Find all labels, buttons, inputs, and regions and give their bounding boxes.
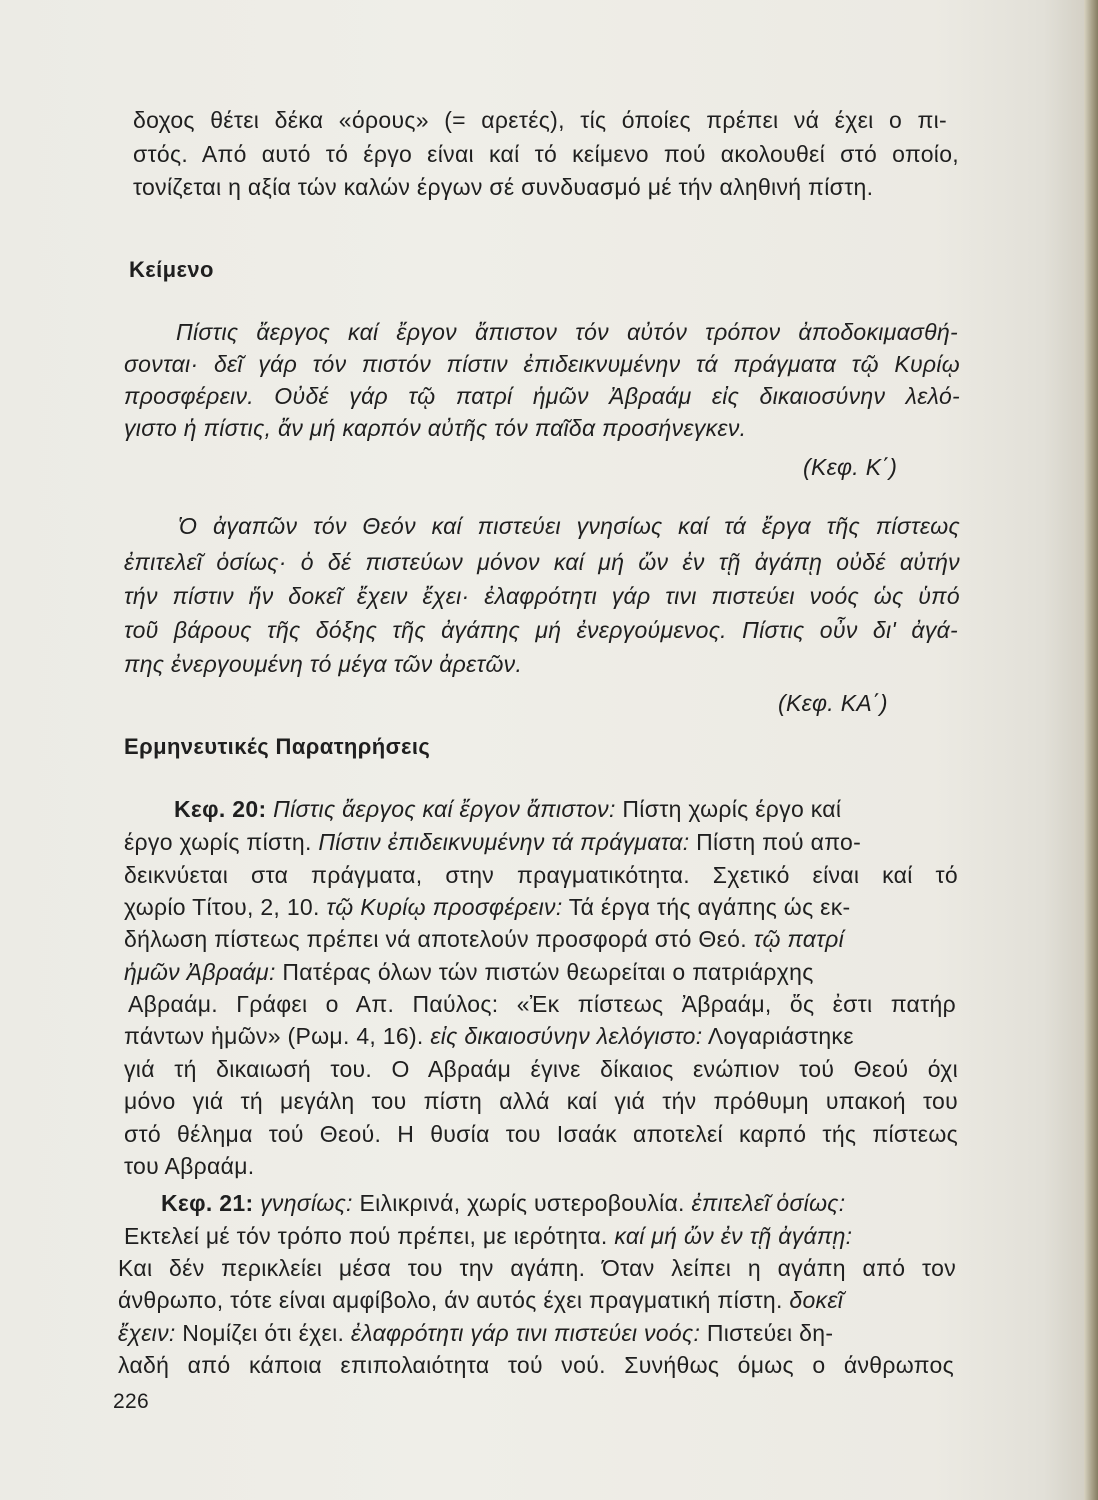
page-number: 226 [113,1390,149,1413]
ch20-label: Κεφ. 20: [174,796,267,822]
ch20-line-7: Αβραάμ. Γράφει ο Απ. Παύλος: «Ἐκ πίστεως Ἀβραάμ, ὅς ἐστι πατήρ [128,991,956,1017]
quote1-line-4: γιστο ἡ πίστις, ἄν μή καρπόν αὐτῆς τόν παῖδα προσήνεγκεν. [124,415,747,441]
ch20-line-3: δεικνύεται στα πράγματα, στην πραγματικότητα. Σχετικό είναι καί τό [124,862,958,888]
notes-heading: Ερμηνευτικές Παρατηρήσεις [124,734,431,759]
text-heading: Κείμενο [129,257,214,282]
ch20-line-10: μόνο γιά τή μεγάλη του πίστη αλλά καί γιά τήν πρόθυμη υπακοή του [124,1088,958,1114]
quote1-line-2: σονται· δεῖ γάρ τόν πιστόν πίστιν ἐπιδεικνυμένην τά πράγματα τῷ Κυρίῳ [124,351,960,377]
ch20-line-9: γιά τή δικαιωσή του. Ο Αβραάμ έγινε δίκαιος ενώπιον τού Θεού όχι [124,1056,958,1082]
intro-line-1: δοχος θέτει δέκα «όρους» (= αρετές), τίς όποίες πρέπει νά έχει ο πι- [133,107,947,133]
quote1-reference: (Κεφ. Κ΄) [803,454,898,480]
ch21-line-3: Και δέν περικλείει μέσα του την αγάπη. Όταν λείπει η αγάπη από τον [118,1255,956,1281]
quote2-reference: (Κεφ. ΚΑ΄) [778,690,888,716]
ch20-line-11: στό θέλημα τού Θεού. Η θυσία του Ισαάκ αποτελεί καρπό τής πίστεως [124,1121,958,1147]
intro-line-3: τονίζεται η αξία τών καλών έργων σέ συνδυασμό μέ τήν αληθινή πίστη. [133,174,874,200]
ch21-line-6: λαδή από κάποια επιπολαιότητα τού νού. Συνήθως όμως ο άνθρωπος [118,1352,954,1378]
ch21-label: Κεφ. 21: [161,1190,254,1216]
quote2-line-2: ἐπιτελεῖ ὁσίως· ὁ δέ πιστεύων μόνον καί μή ὤν ἐν τῇ ἀγάπῃ οὐδέ αὐτήν [124,549,960,575]
quote1-line-1: Πίστις ἄεργος καί ἔργον ἄπιστον τόν αὐτόν τρόπον ἀποδοκιμασθή- [176,319,958,345]
ch20-line-4: χωρίο Τίτου, 2, 10. τῷ Κυρίῳ προσφέρειν: Τά έργα τής αγάπης ώς εκ- [124,894,851,920]
quote1-line-3: προσφέρειν. Οὐδέ γάρ τῷ πατρί ἡμῶν Ἀβραάμ εἰς δικαιοσύνην λελό- [124,383,960,409]
ch21-line-5: ἔχειν: Νομίζει ότι έχει. ἐλαφρότητι γάρ τινι πιστεύει νοός: Πιστεύει δη- [118,1320,834,1346]
quote2-line-5: πης ἐνεργουμένη τό μέγα τῶν ἀρετῶν. [124,651,523,677]
ch20-line-12: του Αβραάμ. [124,1153,255,1179]
ch21-line-2: Εκτελεί μέ τόν τρόπο πού πρέπει, με ιερότητα. καί μή ὤν ἐν τῇ ἀγάπῃ: [124,1223,853,1249]
ch20-line-2: έργο χωρίς πίστη. Πίστιν ἐπιδεικνυμένην τά πράγματα: Πίστη πού απο- [124,829,862,855]
ch20-line-6: ἡμῶν Ἀβραάμ: Πατέρας όλων τών πιστών θεωρείται ο πατριάρχης [124,959,814,985]
ch20-line-1: Κεφ. 20: Πίστις ἄεργος καί ἔργον ἄπιστον: Πίστη χωρίς έργο καί [174,796,842,822]
quote2-line-1: Ὁ ἀγαπῶν τόν Θεόν καί πιστεύει γνησίως καί τά ἔργα τῆς πίστεως [178,513,960,539]
intro-line-2: στός. Από αυτό τό έργο είναι καί τό κείμενο πού ακολουθεί στό οποίο, [133,141,959,167]
quote2-line-4: τοῦ βάρους τῆς δόξης τῆς ἀγάπης μή ἐνεργούμενος. Πίστις οὖν δι' ἀγά- [124,617,958,643]
ch21-line-4: άνθρωπο, τότε είναι αμφίβολο, άν αυτός έχει πραγματική πίστη. δοκεῖ [118,1287,844,1313]
quote2-line-3: τήν πίστιν ἥν δοκεῖ ἔχειν ἔχει· ἐλαφρότητι γάρ τινι πιστεύει νοός ὡς ὑπό [124,583,960,609]
ch20-line-5: δήλωση πίστεως πρέπει νά αποτελούν προσφορά στό Θεό. τῷ πατρί [124,926,844,952]
ch21-line-1: Κεφ. 21: γνησίως: Ειλικρινά, χωρίς υστεροβουλία. ἐπιτελεῖ ὁσίως: [161,1190,846,1216]
ch20-line-8: πάντων ἡμῶν» (Ρωμ. 4, 16). εἰς δικαιοσύνην λελόγιστο: Λογαριάστηκε [124,1023,854,1049]
